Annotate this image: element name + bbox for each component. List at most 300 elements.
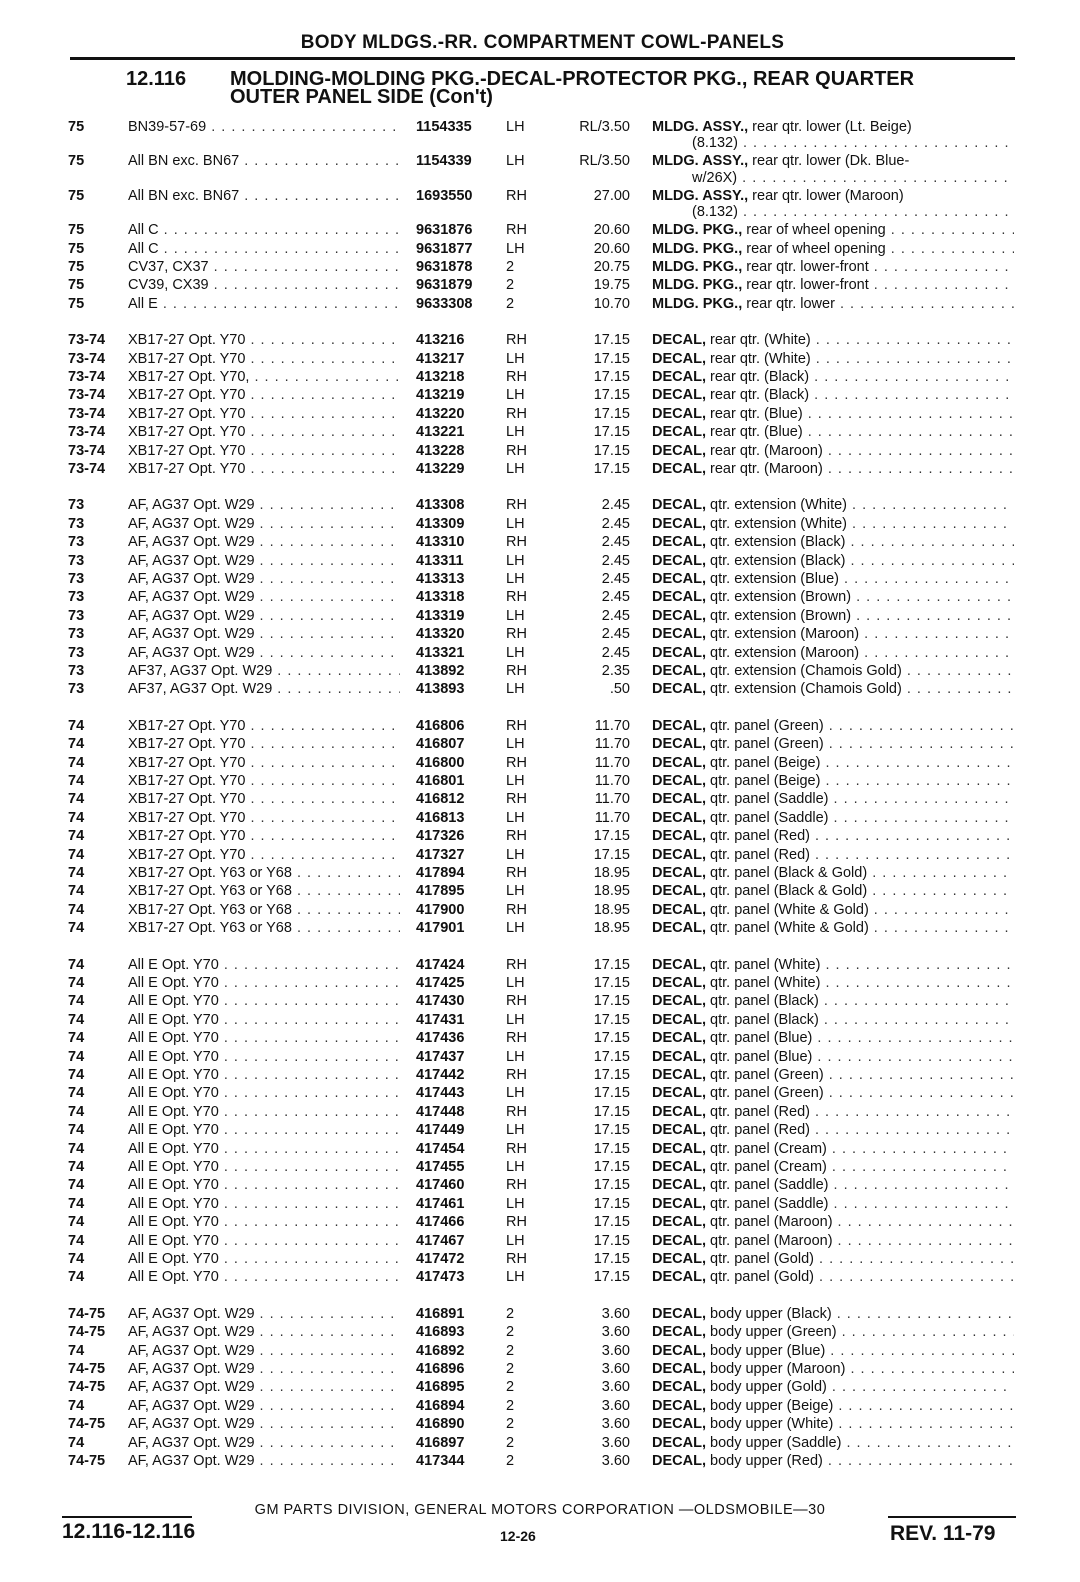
application: All E Opt. Y70 . . .: [128, 1048, 400, 1066]
application: AF, AG37 Opt. W29 . . .: [128, 1342, 400, 1360]
model-year: 74: [68, 956, 85, 973]
model-year: 74-75: [68, 1379, 106, 1396]
part-number: 417461: [416, 1195, 465, 1212]
description: [652, 1140, 1014, 1158]
item-name: DECAL,: [652, 626, 706, 643]
price: 17.15: [593, 993, 630, 1010]
item-name: DECAL,: [652, 1048, 706, 1065]
application: All E Opt. Y70 . . .: [128, 1011, 400, 1029]
table-row: [0, 1084, 1080, 1102]
price: 11.70: [594, 809, 630, 826]
side-qty: RH: [506, 497, 527, 514]
model-year: 73: [68, 534, 85, 551]
item-name: DECAL,: [652, 754, 706, 771]
item-name: DECAL,: [652, 644, 706, 661]
description: [652, 607, 1014, 625]
model-year: 73-74: [68, 405, 106, 422]
item-name: DECAL,: [652, 607, 706, 624]
description: [652, 956, 1014, 974]
part-number: 1154339: [416, 153, 472, 170]
item-name: DECAL,: [652, 369, 706, 385]
item-name: DECAL,: [652, 515, 706, 532]
model-year: 75: [68, 277, 85, 294]
side-qty: LH: [506, 736, 525, 753]
model-year: 74: [68, 828, 85, 845]
model-year: 74: [68, 1030, 85, 1047]
part-number: 416890: [416, 1416, 465, 1433]
description: [652, 1415, 1014, 1433]
model-year: 74: [68, 1177, 85, 1194]
description: [652, 1084, 1014, 1102]
item-detail: rear qtr. (Maroon) . . .: [710, 461, 1014, 477]
application: XB17-27 Opt. Y70 . . .: [128, 772, 400, 790]
item-detail: qtr. panel (Red) . . .: [710, 1104, 1014, 1120]
table-row: [0, 1066, 1080, 1084]
table-row: [0, 956, 1080, 974]
description: [652, 1323, 1014, 1341]
description: [652, 118, 1014, 136]
price: 17.15: [593, 846, 630, 863]
part-number: 416813: [416, 809, 465, 826]
item-detail: qtr. panel (Green) . . .: [710, 1067, 1014, 1083]
table-row: [0, 1103, 1080, 1121]
item-detail: qtr. extension (Brown) . . .: [710, 589, 1014, 605]
table-row: [0, 1397, 1080, 1415]
item-detail: qtr. extension (Black) . . .: [710, 534, 1014, 550]
description: [652, 1434, 1014, 1452]
price: 3.60: [601, 1342, 630, 1359]
model-year: 74: [68, 865, 85, 881]
part-number: 417430: [416, 993, 465, 1010]
part-number: 416893: [416, 1324, 465, 1341]
part-number: 416806: [416, 717, 465, 734]
price: 17.15: [593, 1085, 630, 1102]
model-year: 73: [68, 626, 85, 643]
description: [652, 864, 1014, 882]
side-qty: RH: [506, 332, 527, 349]
model-year: 74: [68, 1214, 85, 1231]
side-qty: LH: [506, 571, 525, 587]
application: AF, AG37 Opt. W29 . . .: [128, 496, 400, 514]
table-row: [0, 1360, 1080, 1378]
part-number: 416812: [416, 791, 465, 808]
price: 2.45: [601, 571, 630, 587]
description: [652, 588, 1014, 606]
price: 2.45: [601, 644, 630, 661]
table-row: [0, 533, 1080, 551]
item-detail: qtr. extension (Maroon) . . .: [710, 626, 1014, 642]
model-year: 73-74: [68, 369, 106, 385]
price: 17.15: [593, 1251, 630, 1267]
side-qty: LH: [506, 424, 525, 441]
side-qty: 2: [506, 1305, 515, 1322]
item-name: MLDG. PKG.,: [652, 259, 743, 275]
model-year: 74: [68, 1269, 85, 1286]
part-number: 413308: [416, 497, 465, 514]
item-name: MLDG. ASSY.,: [652, 153, 749, 170]
item-detail: qtr. panel (Saddle) . . .: [710, 791, 1014, 807]
table-row: [0, 460, 1080, 478]
model-year: 74: [68, 717, 85, 734]
description: [652, 258, 1014, 276]
model-year: 73-74: [68, 350, 106, 367]
item-name: DECAL,: [652, 442, 706, 459]
model-year: 74: [68, 901, 85, 918]
price: 17.15: [593, 461, 630, 477]
application: All C . . .: [128, 240, 400, 258]
table-row: [0, 570, 1080, 588]
side-qty: 2: [506, 1324, 515, 1341]
side-qty: 2: [506, 277, 515, 294]
side-qty: LH: [506, 1011, 525, 1028]
application: XB17-27 Opt. Y70 . . .: [128, 350, 400, 368]
item-name: DECAL,: [652, 1416, 706, 1433]
part-number: 413313: [416, 571, 465, 587]
side-qty: LH: [506, 975, 525, 991]
description-continuation: (8.132) . . .: [692, 134, 1012, 152]
item-name: DECAL,: [652, 1177, 706, 1194]
side-qty: LH: [506, 552, 525, 569]
model-year: 74: [68, 883, 85, 900]
application: All E Opt. Y70 . . .: [128, 1213, 400, 1231]
item-detail: rear qtr. lower (Dk. Blue-: [752, 153, 910, 170]
description: [652, 423, 1014, 441]
application: All E Opt. Y70 . . .: [128, 1232, 400, 1250]
model-year: 74: [68, 791, 85, 808]
item-name: DECAL,: [652, 1085, 706, 1102]
model-year: 74: [68, 846, 85, 863]
price: 3.60: [601, 1324, 630, 1341]
item-name: DECAL,: [652, 1453, 706, 1469]
item-name: DECAL,: [652, 1324, 706, 1341]
item-detail: rear qtr. lower-front . . .: [746, 277, 1014, 293]
item-name: DECAL,: [652, 534, 706, 551]
item-name: DECAL,: [652, 1140, 706, 1157]
price: 20.60: [593, 240, 630, 257]
model-year: 73-74: [68, 332, 106, 349]
table-row: [0, 368, 1080, 386]
model-year: 74: [68, 1159, 85, 1175]
description: [652, 846, 1014, 864]
description: [652, 1195, 1014, 1213]
item-name: DECAL,: [652, 993, 706, 1010]
model-year: 74: [68, 1251, 85, 1267]
application: All E Opt. Y70 . . .: [128, 956, 400, 974]
section-number: 12.116: [126, 68, 187, 90]
side-qty: LH: [506, 1048, 525, 1065]
part-number: 417327: [416, 846, 465, 863]
item-detail: rear qtr. lower-front . . .: [746, 259, 1014, 275]
side-qty: RH: [506, 534, 527, 551]
part-number: 417466: [416, 1214, 465, 1231]
part-number: 9631876: [416, 222, 473, 239]
item-detail: qtr. extension (Chamois Gold) . . .: [710, 663, 1014, 679]
description: [652, 533, 1014, 551]
description: [652, 515, 1014, 533]
part-number: 413309: [416, 515, 465, 532]
item-detail: qtr. panel (Red) . . .: [710, 847, 1014, 863]
table-row: [0, 1378, 1080, 1396]
application: AF, AG37 Opt. W29 . . .: [128, 607, 400, 625]
table-row: [0, 295, 1080, 313]
model-year: 75: [68, 295, 85, 312]
table-row: [0, 735, 1080, 753]
description: [652, 1342, 1014, 1360]
item-detail: qtr. extension (Brown) . . .: [710, 608, 1014, 624]
price: 18.95: [593, 901, 630, 918]
application: All E . . .: [128, 295, 400, 313]
item-detail: rear qtr. (White) . . .: [710, 332, 1014, 348]
item-name: DECAL,: [652, 773, 706, 789]
description: [652, 1048, 1014, 1066]
description: [652, 919, 1014, 937]
description: [652, 570, 1014, 588]
model-year: 73: [68, 681, 85, 698]
description: [652, 735, 1014, 753]
part-number: 417436: [416, 1030, 465, 1047]
side-qty: RH: [506, 442, 527, 459]
side-qty: RH: [506, 1103, 527, 1120]
price: 18.95: [593, 865, 630, 881]
footer-page-number: 12-26: [500, 1528, 536, 1544]
table-row: [0, 258, 1080, 276]
model-year: 73: [68, 663, 85, 679]
side-qty: 2: [506, 1416, 515, 1433]
table-row: [0, 1452, 1080, 1470]
part-number: 417473: [416, 1269, 465, 1286]
price: 3.60: [601, 1305, 630, 1322]
section-title-line2: OUTER PANEL SIDE (Con't): [230, 86, 493, 108]
part-number: 417326: [416, 828, 465, 845]
item-name: DECAL,: [652, 1379, 706, 1396]
item-name: DECAL,: [652, 1397, 706, 1414]
item-name: DECAL,: [652, 1103, 706, 1120]
description: [652, 240, 1014, 258]
price: 17.15: [593, 369, 630, 385]
model-year: 74: [68, 1067, 85, 1083]
item-name: MLDG. PKG.,: [652, 295, 743, 312]
item-detail: qtr. panel (Beige) . . .: [710, 773, 1014, 789]
part-number: 9633308: [416, 295, 473, 312]
item-name: DECAL,: [652, 865, 706, 881]
table-row: [0, 717, 1080, 735]
item-detail: rear qtr. (Black) . . .: [710, 369, 1014, 385]
table-row: [0, 1415, 1080, 1433]
application: XB17-27 Opt. Y70 . . .: [128, 735, 400, 753]
application: AF, AG37 Opt. W29 . . .: [128, 644, 400, 662]
side-qty: 2: [506, 1453, 515, 1469]
model-year: 75: [68, 153, 85, 170]
model-year: 73: [68, 607, 85, 624]
side-qty: LH: [506, 1085, 525, 1102]
description: [652, 496, 1014, 514]
part-number: 417454: [416, 1140, 465, 1157]
item-detail: qtr. extension (Blue) . . .: [710, 571, 1014, 587]
item-name: DECAL,: [652, 497, 706, 514]
item-detail: qtr. panel (Blue) . . .: [710, 1030, 1014, 1046]
item-detail: body upper (Black) . . .: [710, 1306, 1014, 1322]
part-number: 413893: [416, 681, 465, 698]
part-number: 416801: [416, 773, 465, 789]
table-row: [0, 350, 1080, 368]
application: All E Opt. Y70 . . .: [128, 1029, 400, 1047]
application: XB17-27 Opt. Y70 . . .: [128, 460, 400, 478]
item-detail: qtr. panel (Gold) . . .: [710, 1269, 1014, 1285]
side-qty: LH: [506, 515, 525, 532]
model-year: 74: [68, 1048, 85, 1065]
description: [652, 331, 1014, 349]
item-name: DECAL,: [652, 1434, 706, 1451]
side-qty: RH: [506, 369, 527, 385]
item-detail: qtr. panel (Blue) . . .: [710, 1049, 1014, 1065]
side-qty: 2: [506, 295, 515, 312]
application: XB17-27 Opt. Y70 . . .: [128, 809, 400, 827]
item-detail: qtr. panel (White) . . .: [710, 975, 1014, 991]
application: AF, AG37 Opt. W29 . . .: [128, 533, 400, 551]
description: [652, 1011, 1014, 1029]
model-year: 73-74: [68, 424, 106, 441]
item-detail: qtr. panel (Black) . . .: [710, 1012, 1014, 1028]
item-name: DECAL,: [652, 1011, 706, 1028]
part-number: 417442: [416, 1067, 465, 1083]
application: BN39-57-69 . . .: [128, 118, 400, 136]
model-year: 74: [68, 1140, 85, 1157]
model-year: 74: [68, 1085, 85, 1102]
price: 17.15: [593, 975, 630, 991]
application: All E Opt. Y70 . . .: [128, 1084, 400, 1102]
table-row: [0, 1029, 1080, 1047]
part-number: 417900: [416, 901, 465, 918]
price: 17.15: [593, 387, 630, 404]
application: XB17-27 Opt. Y70 . . .: [128, 423, 400, 441]
item-detail: qtr. extension (Chamois Gold) . . .: [710, 681, 1014, 697]
side-qty: LH: [506, 809, 525, 826]
model-year: 73: [68, 589, 85, 606]
table-row: [0, 607, 1080, 625]
item-name: DECAL,: [652, 717, 706, 734]
application: XB17-27 Opt. Y63 or Y68 . . .: [128, 882, 400, 900]
model-year: 74: [68, 773, 85, 789]
item-name: MLDG. ASSY.,: [652, 187, 749, 204]
application: All E Opt. Y70 . . .: [128, 1103, 400, 1121]
price: 10.70: [593, 295, 630, 312]
description: [652, 1158, 1014, 1176]
part-number: 413220: [416, 405, 465, 422]
item-detail: qtr. panel (White & Gold) . . .: [710, 920, 1014, 936]
price: 17.15: [593, 1011, 630, 1028]
price: 2.45: [601, 497, 630, 514]
description: [652, 1103, 1014, 1121]
table-row: [0, 1323, 1080, 1341]
table-row: [0, 644, 1080, 662]
side-qty: RH: [506, 222, 527, 239]
application: XB17-27 Opt. Y63 or Y68 . . .: [128, 901, 400, 919]
table-row: [0, 423, 1080, 441]
description: [652, 754, 1014, 772]
table-row: [0, 1011, 1080, 1029]
description: [652, 187, 1014, 205]
part-number: 1154335: [416, 119, 472, 135]
description: [652, 644, 1014, 662]
footer-section-range: 12.116-12.116: [62, 1520, 196, 1543]
application: AF, AG37 Opt. W29 . . .: [128, 570, 400, 588]
part-number: 413318: [416, 589, 465, 606]
price: 3.60: [601, 1379, 630, 1396]
item-detail: body upper (Beige) . . .: [710, 1398, 1014, 1414]
side-qty: RH: [506, 956, 527, 973]
model-year: 74: [68, 809, 85, 826]
item-name: DECAL,: [652, 1214, 706, 1231]
item-name: MLDG. PKG.,: [652, 222, 743, 239]
price: 3.60: [601, 1416, 630, 1433]
application: AF, AG37 Opt. W29 . . .: [128, 515, 400, 533]
table-row: [0, 846, 1080, 864]
item-name: DECAL,: [652, 681, 706, 698]
part-number: 416891: [416, 1305, 465, 1322]
description: [652, 386, 1014, 404]
item-name: DECAL,: [652, 424, 706, 441]
part-number: 413311: [416, 552, 464, 569]
description: [652, 625, 1014, 643]
table-row: [0, 790, 1080, 808]
item-detail: qtr. panel (Red) . . .: [710, 1122, 1014, 1138]
table-row: [0, 1158, 1080, 1176]
table-row: [0, 405, 1080, 423]
application: XB17-27 Opt. Y70 . . .: [128, 717, 400, 735]
model-year: 73-74: [68, 442, 106, 459]
footer-rule-left: [62, 1516, 192, 1518]
side-qty: LH: [506, 1159, 525, 1175]
item-detail: qtr. panel (Cream) . . .: [710, 1141, 1014, 1157]
description: [652, 809, 1014, 827]
price: 3.60: [601, 1453, 630, 1469]
description: [652, 442, 1014, 460]
description: [652, 974, 1014, 992]
table-row: [0, 809, 1080, 827]
item-detail: rear qtr. lower (Lt. Beige): [752, 119, 912, 135]
side-qty: RH: [506, 901, 527, 918]
item-name: DECAL,: [652, 552, 706, 569]
part-number: 417443: [416, 1085, 465, 1102]
part-number: 9631878: [416, 259, 473, 275]
description: [652, 295, 1014, 313]
table-row: [0, 1195, 1080, 1213]
description: [652, 350, 1014, 368]
table-row: [0, 1342, 1080, 1360]
application: All E Opt. Y70 . . .: [128, 992, 400, 1010]
price: 17.15: [593, 1195, 630, 1212]
application: XB17-27 Opt. Y70 . . .: [128, 331, 400, 349]
item-detail: qtr. panel (Saddle) . . .: [710, 810, 1014, 826]
application: XB17-27 Opt. Y70 . . .: [128, 790, 400, 808]
item-detail: qtr. panel (White & Gold) . . .: [710, 902, 1014, 918]
item-name: DECAL,: [652, 461, 706, 477]
description: [652, 1029, 1014, 1047]
price: 11.70: [594, 773, 630, 789]
item-name: DECAL,: [652, 956, 706, 973]
model-year: 73: [68, 515, 85, 532]
item-detail: body upper (Gold) . . .: [710, 1379, 1014, 1395]
item-detail: qtr. panel (Cream) . . .: [710, 1159, 1014, 1175]
model-year: 73: [68, 571, 85, 587]
model-year: 73: [68, 497, 85, 514]
item-detail: rear qtr. lower . . .: [746, 296, 1014, 312]
table-row: [0, 331, 1080, 349]
item-detail: rear qtr. (Blue) . . .: [710, 406, 1014, 422]
item-name: DECAL,: [652, 405, 706, 422]
item-detail: body upper (White) . . .: [710, 1416, 1014, 1432]
item-name: DECAL,: [652, 1122, 706, 1139]
